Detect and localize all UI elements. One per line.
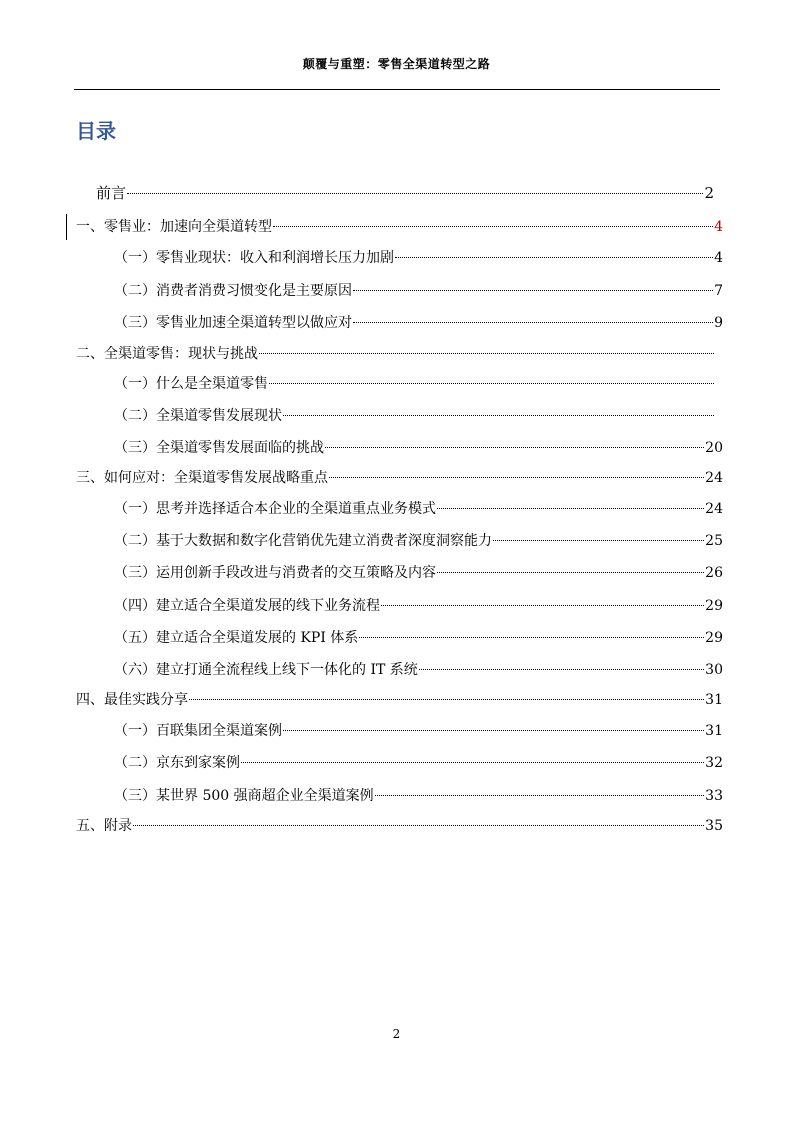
toc-entry-label: 三、如何应对：全渠道零售发展战略重点 bbox=[76, 470, 328, 486]
toc-entry-label: （一）什么是全渠道零售 bbox=[114, 376, 268, 392]
toc-entry-label: 四、最佳实践分享 bbox=[76, 692, 188, 708]
dot-leader bbox=[283, 730, 704, 731]
toc-entry-page: 24 bbox=[705, 501, 723, 517]
toc-entry-label: （六）建立打通全流程线上线下一体化的 IT 系统 bbox=[114, 662, 418, 678]
dot-leader bbox=[283, 415, 714, 416]
toc-entry-1-2[interactable] bbox=[114, 281, 723, 301]
document-title: 颠覆与重塑：零售全渠道转型之路 bbox=[302, 57, 491, 71]
toc-entry-page: 26 bbox=[705, 565, 723, 581]
toc-entry-page: 2 bbox=[704, 184, 714, 202]
toc-entry-label: 五、附录 bbox=[76, 818, 132, 834]
toc-entry-label: （二）全渠道零售发展现状 bbox=[114, 408, 282, 424]
toc-entry-label: （二）消费者消费习惯变化是主要原因 bbox=[114, 283, 352, 299]
dot-leader bbox=[419, 669, 704, 670]
toc-entry-page: 24 bbox=[705, 470, 723, 486]
dot-leader bbox=[189, 699, 704, 700]
toc-entry-page: 20 bbox=[705, 440, 723, 456]
toc-entry-label: （四）建立适合全渠道发展的线下业务流程 bbox=[114, 598, 380, 614]
toc-entry-3-5[interactable] bbox=[114, 628, 723, 648]
toc-entry-section-4[interactable] bbox=[76, 690, 723, 710]
footer-page-number: 2 bbox=[392, 1027, 401, 1041]
toc-entry-page: 35 bbox=[705, 818, 723, 834]
dot-leader bbox=[395, 257, 713, 258]
toc-entry-page: 29 bbox=[705, 630, 723, 646]
dot-leader bbox=[375, 795, 705, 796]
toc-entry-page: 29 bbox=[705, 598, 723, 614]
dot-leader bbox=[269, 383, 714, 384]
dot-leader bbox=[353, 290, 713, 291]
dot-leader bbox=[259, 353, 714, 354]
toc-entry-label: （三）某世界 500 强商超企业全渠道案例 bbox=[114, 788, 374, 804]
toc-entry-section-2[interactable] bbox=[76, 344, 723, 364]
dot-leader bbox=[353, 322, 713, 323]
toc-entry-label: （五）建立适合全渠道发展的 KPI 体系 bbox=[114, 630, 359, 646]
toc-entry-3-1[interactable] bbox=[114, 499, 723, 519]
toc-entry-page: 33 bbox=[705, 788, 723, 804]
dot-leader bbox=[329, 477, 704, 478]
dot-leader bbox=[381, 605, 704, 606]
toc-entry-page: 31 bbox=[705, 723, 723, 739]
toc-entry-page: 31 bbox=[705, 692, 723, 708]
toc-entry-label: （二）京东到家案例 bbox=[114, 755, 240, 771]
toc-entry-page: 32 bbox=[705, 755, 723, 771]
toc-entry-1-3[interactable] bbox=[114, 313, 723, 333]
toc-entry-4-1[interactable] bbox=[114, 721, 723, 741]
toc-entry-section-1[interactable] bbox=[76, 217, 723, 237]
toc-entry-4-3[interactable] bbox=[114, 786, 723, 806]
toc-entry-3-4[interactable] bbox=[114, 596, 723, 616]
toc-entry-3-6[interactable] bbox=[114, 660, 723, 680]
toc-entry-section-5[interactable] bbox=[76, 816, 723, 836]
dot-leader bbox=[241, 762, 704, 763]
dot-leader bbox=[359, 637, 704, 638]
dot-leader bbox=[437, 508, 704, 509]
toc-entry-3-2[interactable] bbox=[114, 531, 723, 551]
toc-entry-page: 30 bbox=[705, 662, 723, 678]
dot-leader bbox=[493, 540, 704, 541]
toc-entry-page: 4 bbox=[714, 219, 723, 235]
toc-heading: 目录 bbox=[76, 119, 116, 143]
toc-entry-label: （三）运用创新手段改进与消费者的交互策略及内容 bbox=[114, 565, 436, 581]
toc-entry-label: 前言 bbox=[96, 184, 127, 202]
toc-entry-3-3[interactable] bbox=[114, 563, 723, 583]
toc-entry-label: （三）全渠道零售发展面临的挑战 bbox=[114, 440, 324, 456]
toc-entry-1-1[interactable] bbox=[114, 248, 723, 268]
dot-leader bbox=[133, 825, 704, 826]
toc-entry-2-3[interactable] bbox=[114, 438, 723, 458]
toc-entry-label: 二、全渠道零售：现状与挑战 bbox=[76, 346, 258, 362]
header-divider bbox=[74, 89, 720, 90]
toc-entry-section-3[interactable] bbox=[76, 468, 723, 488]
toc-entry-label: （一）百联集团全渠道案例 bbox=[114, 723, 282, 739]
toc-entry-page: 9 bbox=[714, 315, 723, 331]
toc-entry-label: 一、零售业：加速向全渠道转型 bbox=[76, 219, 272, 235]
toc-entry-preface[interactable] bbox=[96, 183, 714, 203]
toc-entry-2-2[interactable] bbox=[114, 406, 723, 426]
toc-entry-label: （三）零售业加速全渠道转型以做应对 bbox=[114, 315, 352, 331]
toc-entry-label: （一）思考并选择适合本企业的全渠道重点业务模式 bbox=[114, 501, 436, 517]
dot-leader bbox=[437, 572, 704, 573]
toc-entry-4-2[interactable] bbox=[114, 753, 723, 773]
toc-entry-page: 25 bbox=[705, 533, 723, 549]
dot-leader bbox=[325, 447, 704, 448]
text-cursor bbox=[66, 214, 67, 240]
toc-entry-label: （二）基于大数据和数字化营销优先建立消费者深度洞察能力 bbox=[114, 533, 492, 549]
toc-entry-page: 7 bbox=[714, 283, 723, 299]
toc-entry-2-1[interactable] bbox=[114, 374, 723, 394]
toc-entry-page: 4 bbox=[714, 250, 723, 266]
dot-leader bbox=[273, 226, 713, 227]
dot-leader bbox=[127, 193, 703, 194]
toc-entry-label: （一）零售业现状：收入和利润增长压力加剧 bbox=[114, 250, 394, 266]
